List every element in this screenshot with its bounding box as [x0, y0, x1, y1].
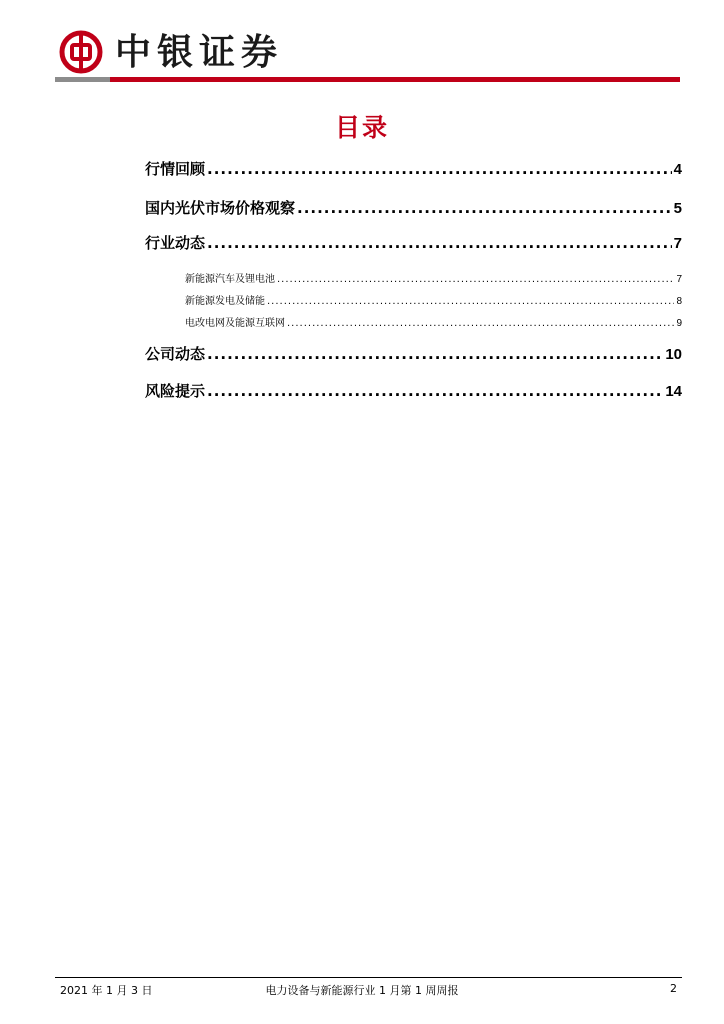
toc-leader-dots	[297, 199, 672, 217]
toc-leader-dots	[207, 382, 663, 400]
header-rule-red	[110, 77, 680, 82]
toc-entry-label: 风险提示	[145, 382, 206, 400]
toc-entry-industry-news[interactable]	[145, 232, 682, 253]
toc-entry-page: 14	[665, 383, 682, 400]
toc-entry-generation-storage[interactable]	[185, 292, 682, 307]
bank-of-china-logo-icon	[59, 30, 103, 74]
toc-entry-grid-reform[interactable]	[185, 314, 682, 329]
toc-leader-dots	[287, 318, 674, 329]
toc-entry-market-review[interactable]	[145, 158, 682, 179]
toc-leader-dots	[207, 160, 672, 178]
toc-entry-label: 新能源发电及储能	[185, 296, 265, 307]
toc-leader-dots	[267, 296, 674, 307]
toc-entry-label: 行情回顾	[145, 160, 206, 178]
footer-report-title: 电力设备与新能源行业 1 月第 1 周周报	[265, 984, 459, 997]
toc-entry-page: 8	[676, 296, 682, 307]
toc-title: 目录	[334, 113, 389, 142]
toc-entry-label: 电改电网及能源互联网	[185, 318, 285, 329]
toc-leader-dots	[277, 274, 674, 285]
toc-entry-nev-battery[interactable]	[185, 270, 682, 285]
toc-entry-label: 新能源汽车及锂电池	[185, 274, 275, 285]
footer-date: 2021 年 1 月 3 日	[60, 984, 153, 997]
toc-entry-page: 5	[673, 200, 682, 217]
header-rule-gray	[55, 77, 110, 82]
toc-entry-page: 4	[673, 161, 682, 178]
toc-entry-page: 9	[676, 318, 682, 329]
footer-page-number: 2	[670, 982, 677, 995]
toc-entry-page: 7	[676, 274, 682, 285]
toc-entry-page: 7	[673, 235, 682, 252]
footer-rule	[55, 977, 682, 978]
toc-entry-label: 行业动态	[145, 234, 206, 252]
toc-leader-dots	[207, 345, 663, 363]
toc-leader-dots	[207, 234, 672, 252]
brand-name: 中银证券	[115, 31, 284, 73]
toc-entry-page: 10	[665, 346, 682, 363]
toc-entry-label: 公司动态	[145, 345, 206, 363]
toc-entry-pv-price[interactable]	[145, 197, 682, 218]
toc-entry-label: 国内光伏市场价格观察	[145, 199, 296, 217]
toc-entry-risk-warning[interactable]	[145, 380, 682, 401]
toc-entry-company-news[interactable]	[145, 343, 682, 364]
